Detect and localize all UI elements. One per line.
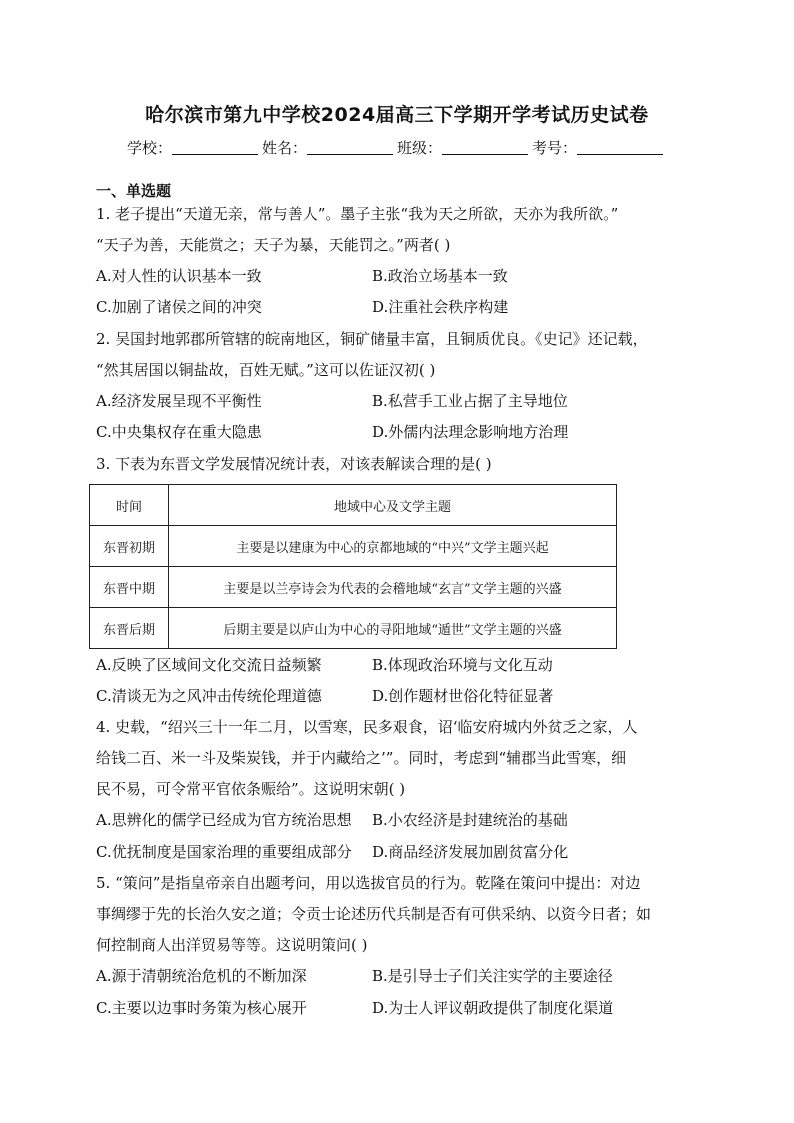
name-label: 姓名： <box>261 139 307 157</box>
name-blank[interactable] <box>307 140 393 155</box>
literature-table <box>89 484 617 649</box>
q5-stem-line2: 事绸缪于先的长治久安之道；令贡士论述历代兵制是否有可供采纳、以资今日者；如 <box>96 905 652 923</box>
exam-no-blank[interactable] <box>577 140 663 155</box>
class-blank[interactable] <box>442 140 528 155</box>
q2-option-b: B.私营手工业占据了主导地位 <box>372 392 568 410</box>
table-cell-theme: 主要是以兰亭诗会为代表的会稽地域“玄言”文学主题的兴盛 <box>169 567 617 608</box>
q5-option-b: B.是引导士子们关注实学的主要途径 <box>372 967 613 985</box>
q1-option-d: D.注重社会秩序构建 <box>372 298 509 316</box>
q2-option-a: A.经济发展呈现不平衡性 <box>96 392 262 410</box>
q4-option-d: D.商品经济发展加剧贫富分化 <box>372 843 569 861</box>
q2-option-d: D.外儒内法理念影响地方治理 <box>372 423 569 441</box>
q4-option-b: B.小农经济是封建统治的基础 <box>372 811 568 829</box>
q5-stem-line1: 5. “策问”是指皇帝亲自出题考问，用以选拔官员的行为。乾隆在策问中提出：对边 <box>96 874 641 892</box>
exam-no-label: 考号： <box>532 139 578 157</box>
class-label: 班级： <box>397 139 443 157</box>
table-cell-period: 东晋初期 <box>90 526 169 567</box>
q2-stem-line1: 2. 吴国封地郭郡所管辖的皖南地区，铜矿储量丰富，且铜质优良。《史记》还记载， <box>96 330 648 348</box>
school-label: 学校： <box>126 139 172 157</box>
q4-option-c: C.优抚制度是国家治理的重要组成部分 <box>96 843 352 861</box>
q1-option-a: A.对人性的认识基本一致 <box>96 267 262 285</box>
table-cell-theme: 后期主要是以庐山为中心的寻阳地域“遁世”文学主题的兴盛 <box>169 608 617 649</box>
table-row <box>90 526 617 567</box>
table-cell-theme: 主要是以建康为中心的京都地域的“中兴”文学主题兴起 <box>169 526 617 567</box>
q3-option-c: C.清谈无为之风冲击传统伦理道德 <box>96 687 322 705</box>
q4-stem-line1: 4. 史载，“绍兴三十一年二月，以雪寒，民多艰食，诏‘临安府城内外贫乏之家，人 <box>96 718 638 736</box>
table-header-cell: 时间 <box>90 485 169 526</box>
student-info-line <box>0 137 794 158</box>
table-row <box>90 608 617 649</box>
q3-option-b: B.体现政治环境与文化互动 <box>372 656 553 674</box>
q1-option-c: C.加剧了诸侯之间的冲突 <box>96 298 262 316</box>
q5-stem-line3: 何控制商人出洋贸易等等。这说明策问( ) <box>96 936 368 954</box>
table-header-cell: 地域中心及文学主题 <box>169 485 617 526</box>
q5-option-c: C.主要以边事时务策为核心展开 <box>96 999 307 1017</box>
q1-option-b: B.政治立场基本一致 <box>372 267 508 285</box>
q1-stem-line1: 1. 老子提出“天道无亲，常与善人”。墨子主张“我为天之所欲，天亦为我所欲。” <box>96 205 619 223</box>
table-header-row <box>90 485 617 526</box>
school-blank[interactable] <box>172 140 258 155</box>
q3-option-a: A.反映了区域间文化交流日益频繁 <box>96 656 322 674</box>
table-cell-period: 东晋中期 <box>90 567 169 608</box>
q4-option-a: A.思辨化的儒学已经成为官方统治思想 <box>96 811 352 829</box>
q2-stem-line2: “然其居国以铜盐故，百姓无赋。”这可以佐证汉初( ) <box>96 361 436 379</box>
table-row <box>90 567 617 608</box>
q3-stem-line1: 3. 下表为东晋文学发展情况统计表，对该表解读合理的是( ) <box>96 455 492 473</box>
q5-option-a: A.源于清朝统治危机的不断加深 <box>96 967 307 985</box>
section-title: 一、单选题 <box>96 182 172 200</box>
q3-option-d: D.创作题材世俗化特征显著 <box>372 687 554 705</box>
exam-title: 哈尔滨市第九中学校2024届高三下学期开学考试历史试卷 <box>145 104 649 126</box>
q2-option-c: C.中央集权存在重大隐患 <box>96 423 262 441</box>
q1-stem-line2: “天子为善，天能赏之；天子为暴，天能罚之。”两者( ) <box>96 236 451 254</box>
table-cell-period: 东晋后期 <box>90 608 169 649</box>
q5-option-d: D.为士人评议朝政提供了制度化渠道 <box>372 999 614 1017</box>
q4-stem-line2: 给钱二百、米一斗及柴炭钱，并于内藏给之’”。同时，考虑到“辅郡当此雪寒，细 <box>96 749 627 767</box>
q4-stem-line3: 民不易，可令常平官依条赈给”。这说明宋朝( ) <box>96 780 406 798</box>
